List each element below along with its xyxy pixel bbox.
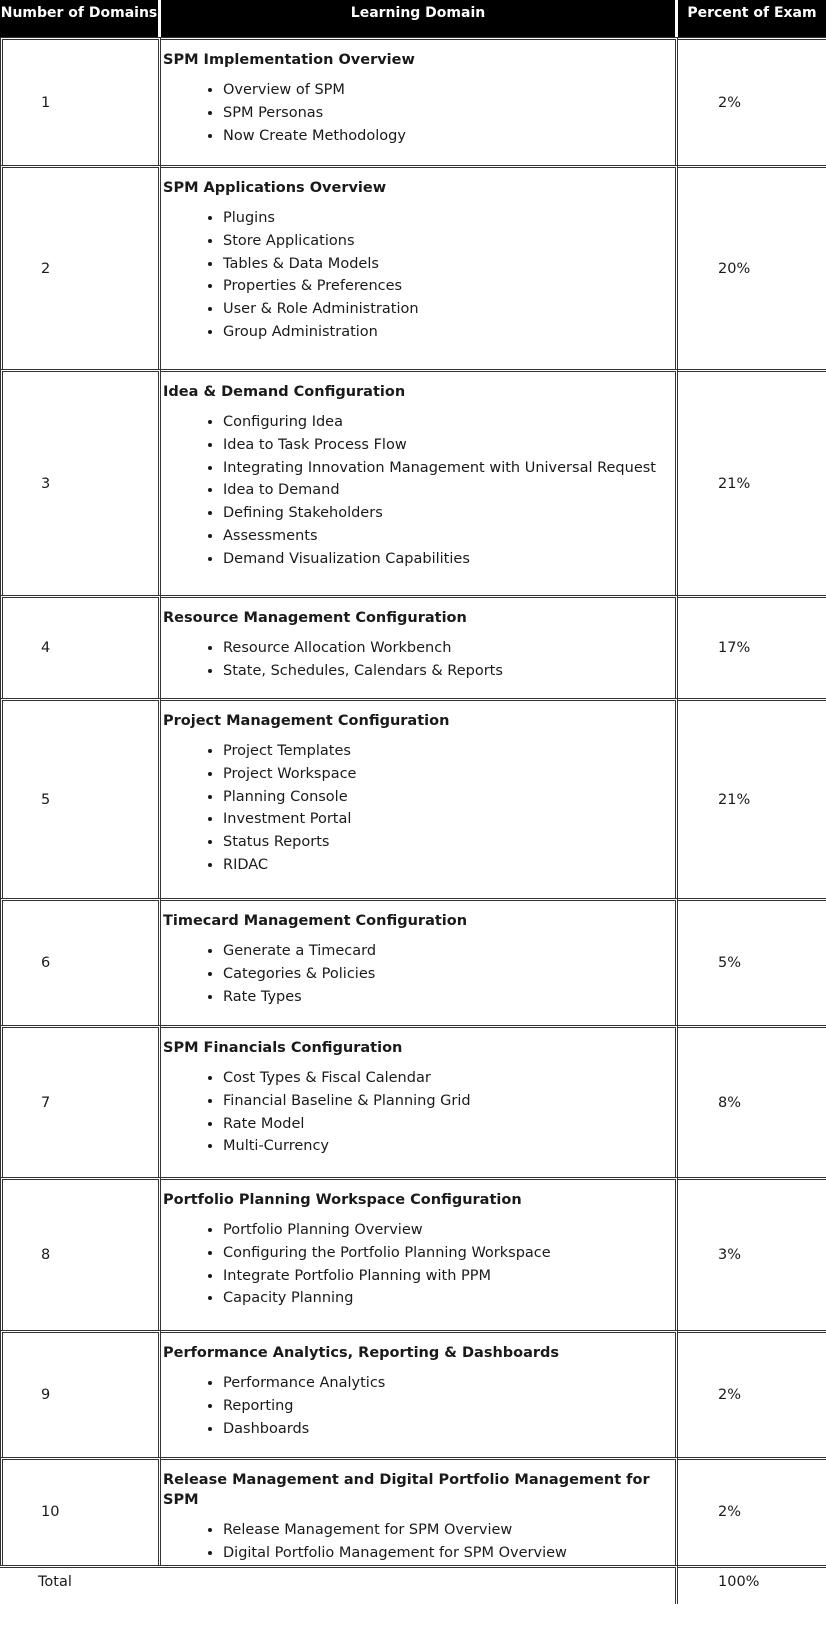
domain-topic-list — [163, 1067, 675, 1158]
domain-topic-item: • Rate Model — [223, 1113, 675, 1136]
domain-title: Resource Management Configuration — [163, 610, 467, 626]
domain-number: 10 — [0, 1457, 161, 1565]
percent-of-exam: 8% — [678, 1025, 826, 1177]
domain-topic-item: • SPM Personas — [223, 102, 675, 125]
domain-topic-item: • Overview of SPM — [223, 79, 675, 102]
percent-of-exam: 3% — [678, 1177, 826, 1330]
domain-topic-item: • State, Schedules, Calendars & Reports — [223, 660, 675, 683]
domain-topic-item: • Demand Visualization Capabilities — [223, 548, 675, 571]
domain-topic-item: • Project Templates — [223, 740, 675, 763]
domain-title: Timecard Management Configuration — [163, 913, 468, 929]
header-number-of-domains: Number of Domains — [0, 0, 161, 37]
domain-topic-list — [163, 79, 675, 147]
table-row — [0, 369, 826, 595]
percent-of-exam: 2% — [678, 1330, 826, 1457]
table-row — [0, 1025, 826, 1177]
domain-title: Portfolio Planning Workspace Configuration — [163, 1192, 522, 1208]
domain-topic-item: • Planning Console — [223, 786, 675, 809]
domain-topic-item: • Now Create Methodology — [223, 125, 675, 148]
total-row — [0, 1565, 826, 1604]
table-row — [0, 165, 826, 369]
learning-domain-cell — [161, 898, 678, 1025]
learning-domain-cell — [161, 698, 678, 898]
domain-topic-item: • Financial Baseline & Planning Grid — [223, 1090, 675, 1113]
domain-topic-item: • Resource Allocation Workbench — [223, 637, 675, 660]
domain-topic-list — [163, 637, 675, 683]
table-header-row — [0, 0, 826, 37]
domain-topic-list — [163, 1519, 675, 1565]
domain-topic-item: • Rate Types — [223, 986, 675, 1009]
domain-title: SPM Applications Overview — [163, 180, 387, 196]
learning-domain-cell — [161, 1457, 678, 1565]
domain-number: 9 — [0, 1330, 161, 1457]
domain-topic-item: • Assessments — [223, 525, 675, 548]
total-percent: 100% — [678, 1565, 826, 1604]
domain-title: SPM Financials Configuration — [163, 1040, 403, 1056]
domain-topic-item: • Categories & Policies — [223, 963, 675, 986]
domain-topic-list — [163, 740, 675, 877]
domain-number: 6 — [0, 898, 161, 1025]
table-row — [0, 898, 826, 1025]
learning-domain-cell — [161, 1177, 678, 1330]
domain-topic-item: • Cost Types & Fiscal Calendar — [223, 1067, 675, 1090]
table-row — [0, 1330, 826, 1457]
percent-of-exam: 5% — [678, 898, 826, 1025]
domain-number: 8 — [0, 1177, 161, 1330]
total-label: Total — [0, 1565, 678, 1604]
domain-topic-item: • Project Workspace — [223, 763, 675, 786]
domain-topic-item: • Defining Stakeholders — [223, 502, 675, 525]
domain-topic-item: • Group Administration — [223, 321, 675, 344]
header-learning-domain: Learning Domain — [161, 0, 678, 37]
domain-number: 2 — [0, 165, 161, 369]
domain-topic-item: • Configuring the Portfolio Planning Workspace — [223, 1242, 675, 1265]
percent-of-exam: 21% — [678, 369, 826, 595]
table-row — [0, 1177, 826, 1330]
domain-topic-list — [163, 207, 675, 344]
domain-number: 7 — [0, 1025, 161, 1177]
domain-topic-item: • Plugins — [223, 207, 675, 230]
domain-topic-item: • Investment Portal — [223, 808, 675, 831]
learning-domain-cell — [161, 165, 678, 369]
domain-number: 3 — [0, 369, 161, 595]
percent-of-exam: 17% — [678, 595, 826, 698]
learning-domain-cell — [161, 369, 678, 595]
learning-domain-cell — [161, 1025, 678, 1177]
table-row — [0, 37, 826, 165]
table-row — [0, 595, 826, 698]
domain-topic-item: • Store Applications — [223, 230, 675, 253]
domain-topic-item: • Dashboards — [223, 1418, 675, 1441]
domain-topic-list — [163, 411, 675, 571]
domain-topic-item: • RIDAC — [223, 854, 675, 877]
domain-number: 4 — [0, 595, 161, 698]
domain-title: Release Management and Digital Portfolio Management for SPM — [163, 1472, 650, 1508]
domain-topic-item: • Integrating Innovation Management with Universal Request — [223, 457, 675, 480]
learning-domain-cell — [161, 1330, 678, 1457]
domain-number: 1 — [0, 37, 161, 165]
domain-topic-list — [163, 1219, 675, 1310]
percent-of-exam: 2% — [678, 1457, 826, 1565]
percent-of-exam: 21% — [678, 698, 826, 898]
domain-topic-item: • Idea to Task Process Flow — [223, 434, 675, 457]
domain-title: Project Management Configuration — [163, 713, 450, 729]
domain-topic-item: • Release Management for SPM Overview — [223, 1519, 675, 1542]
domain-topic-item: • Configuring Idea — [223, 411, 675, 434]
domain-topic-item: • User & Role Administration — [223, 298, 675, 321]
header-percent-of-exam: Percent of Exam — [678, 0, 826, 37]
domain-topic-item: • Reporting — [223, 1395, 675, 1418]
domain-topic-item: • Generate a Timecard — [223, 940, 675, 963]
domain-topic-item: • Portfolio Planning Overview — [223, 1219, 675, 1242]
domain-title: SPM Implementation Overview — [163, 52, 415, 68]
domain-topic-item: • Multi-Currency — [223, 1135, 675, 1158]
learning-domain-cell — [161, 595, 678, 698]
domain-topic-item: • Capacity Planning — [223, 1287, 675, 1310]
domain-topic-item: • Properties & Preferences — [223, 275, 675, 298]
table-body — [0, 37, 826, 1604]
percent-of-exam: 2% — [678, 37, 826, 165]
percent-of-exam: 20% — [678, 165, 826, 369]
learning-domain-cell — [161, 37, 678, 165]
domain-topic-item: • Performance Analytics — [223, 1372, 675, 1395]
domain-number: 5 — [0, 698, 161, 898]
domain-topic-item: • Status Reports — [223, 831, 675, 854]
domain-topic-list — [163, 940, 675, 1008]
domain-topic-item: • Integrate Portfolio Planning with PPM — [223, 1265, 675, 1288]
domain-topic-item: • Idea to Demand — [223, 479, 675, 502]
domain-topic-item: • Tables & Data Models — [223, 253, 675, 276]
domain-topic-list — [163, 1372, 675, 1440]
domain-title: Idea & Demand Configuration — [163, 384, 406, 400]
table-row — [0, 698, 826, 898]
table-row — [0, 1457, 826, 1565]
domain-topic-item: • Digital Portfolio Management for SPM Overview — [223, 1542, 675, 1565]
domain-title: Performance Analytics, Reporting & Dashboards — [163, 1345, 560, 1361]
